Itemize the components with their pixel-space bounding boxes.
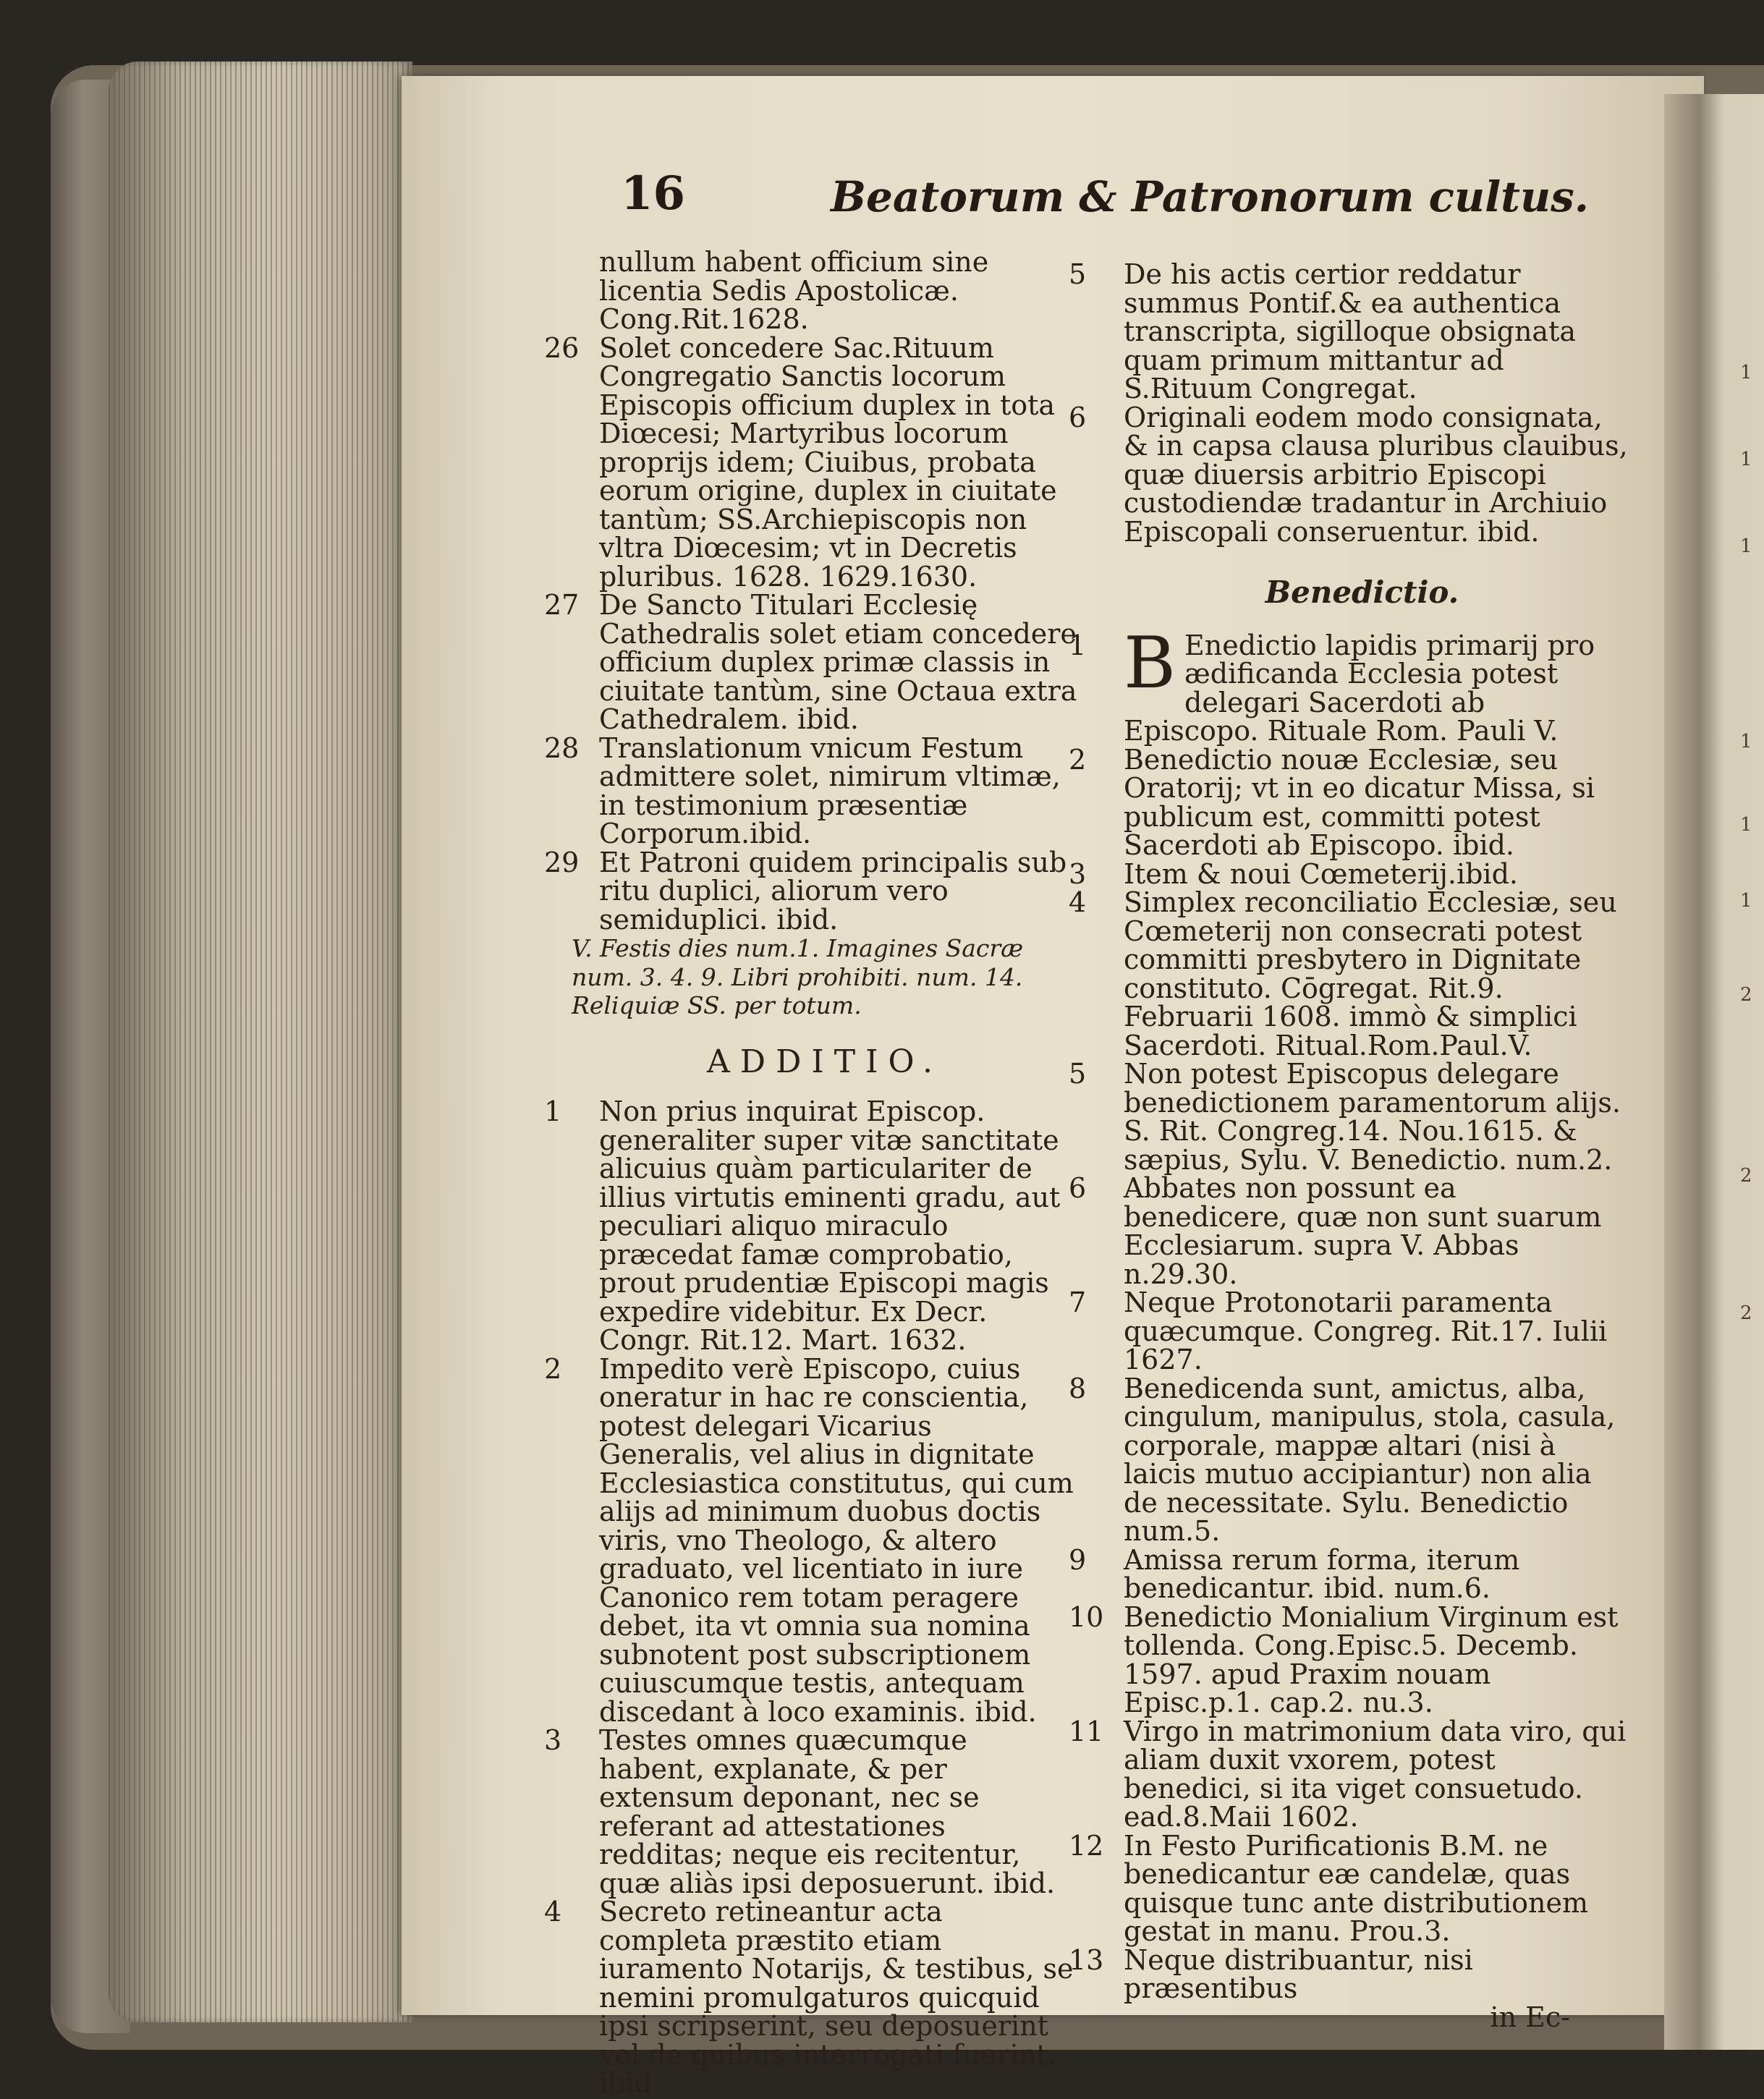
entry-number: 28 bbox=[544, 732, 580, 764]
list-item bbox=[544, 1724, 1078, 1899]
entry-text: De his actis certior reddatur summus Pontif.& ea authentica transcripta, sigilloque obsignata quam primum mittantur ad S.Rituum Congregat. bbox=[1124, 258, 1576, 404]
list-item bbox=[1069, 1172, 1628, 1290]
entry-text: nullum habent officium sine licentia Sedis Apostolicæ. Cong.Rit.1628. bbox=[599, 246, 989, 335]
cross-reference: V. Festis dies num.1. Imagines Sacræ num. 3. 4. 9. Libri prohibiti. num. 14. Reliquiæ SS. per totum. bbox=[572, 934, 1024, 1019]
list-item bbox=[1069, 1286, 1628, 1375]
list-item bbox=[544, 331, 1078, 593]
entry-number: 3 bbox=[1069, 857, 1087, 890]
margin-number: 1 bbox=[1740, 731, 1752, 752]
entry-text: Non potest Episcopus delegare benedictionem paramentorum alijs. S. Rit. Congreg.14. Nou.1615. & sæpius, Sylu. V. Benedictio. num.2. bbox=[1124, 1058, 1621, 1176]
entry-text: Neque distribuantur, nisi præsentibus bbox=[1124, 1943, 1473, 2004]
list-item bbox=[1069, 1943, 1628, 2004]
right-top-entries bbox=[1069, 258, 1628, 548]
entry-text: De Sancto Titulari Ecclesię Cathedralis solet etiam concedere officium duplex primæ classis in ciuitate tantùm, sine Octaua extra Cathedralem. ibid. bbox=[599, 589, 1077, 735]
additio-entries bbox=[544, 1095, 1078, 2099]
entry-text: Simplex reconciliatio Ecclesiæ, seu Cœmeterij non consecrati potest committi presbytero in Dignitate constituto. Cōgregat. Rit.9. Februarii 1608. immò & simplici Sacerdoti. Ritual.Rom.Paul.V. bbox=[1124, 886, 1617, 1061]
list-item bbox=[1069, 1543, 1628, 1604]
list-item bbox=[1069, 1600, 1628, 1718]
list-item bbox=[1069, 1829, 1628, 1947]
margin-number: 1 bbox=[1740, 535, 1752, 557]
page-number: 16 bbox=[621, 166, 686, 221]
list-item bbox=[572, 248, 1078, 334]
margin-number: 2 bbox=[1740, 1302, 1752, 1324]
entry-number: 9 bbox=[1069, 1543, 1087, 1576]
section-title-additio: ADDITIO. bbox=[707, 1043, 943, 1080]
entry-text: Enedictio lapidis primarij pro ædificanda Ecclesia potest delegari Sacerdoti ab Episcopo. Rituale Rom. Pauli V. bbox=[1124, 629, 1595, 747]
drop-cap: B bbox=[1124, 622, 1176, 705]
list-item bbox=[544, 1352, 1078, 1728]
left-column bbox=[544, 246, 1078, 2099]
list-item bbox=[544, 589, 1078, 735]
entry-number: 13 bbox=[1069, 1943, 1104, 1976]
margin-number: 1 bbox=[1740, 449, 1752, 470]
entry-number: 4 bbox=[1069, 886, 1087, 918]
entry-text: Neque Protonotarii paramenta quæcumque. Congreg. Rit.17. Iulii 1627. bbox=[1124, 1286, 1608, 1375]
left-entries bbox=[544, 246, 1078, 936]
list-item bbox=[1069, 258, 1628, 404]
right-column bbox=[1069, 258, 1628, 2033]
entry-text: Originali eodem modo consignata, & in capsa clausa pluribus clauibus, quæ diuersis arbitrio Episcopi custodiendæ tradantur in Archiuio Episcopali conseruentur. ibid. bbox=[1124, 401, 1628, 548]
page-edges bbox=[109, 62, 412, 2022]
entry-text: Benedictio Monialium Virginum est tollenda. Cong.Episc.5. Decemb. 1597. apud Praxim nouam Episc.p.1. cap.2. nu.3. bbox=[1124, 1600, 1619, 1718]
entry-number: 4 bbox=[544, 1896, 562, 1928]
list-item bbox=[1069, 857, 1628, 890]
entry-text: Item & noui Cœmeterij.ibid. bbox=[1124, 857, 1518, 890]
entry-number: 1 bbox=[1069, 629, 1087, 661]
entry-text: Benedictio nouæ Ecclesiæ, seu Oratorij; vt in eo dicatur Missa, si publicum est, committi potest Sacerdoti ab Episcopo. ibid. bbox=[1124, 743, 1595, 861]
list-item bbox=[1069, 886, 1628, 1061]
benedictio-entries bbox=[1069, 743, 1628, 2004]
benedictio-first-entry bbox=[1069, 622, 1628, 747]
entry-text: Solet concedere Sac.Rituum Congregatio Sanctis locorum Episcopis officium duplex in tota Diœcesi; Martyribus locorum proprijs idem; Ciuibus, probata eorum origine, duplex in ciuitate tantùm; SS.Archiepiscopis non vltra Diœcesim; vt in Decretis pluribus. 1628. 1629.1630. bbox=[599, 331, 1057, 593]
list-item bbox=[1069, 1715, 1628, 1833]
entry-number: 29 bbox=[544, 846, 580, 878]
entry-number: 5 bbox=[1069, 1058, 1087, 1090]
entry-text: Virgo in matrimonium data viro, qui aliam duxit vxorem, potest benedici, si ita viget consuetudo. ead.8.Maii 1602. bbox=[1124, 1715, 1627, 1833]
list-item bbox=[1069, 743, 1628, 861]
margin-number: 2 bbox=[1740, 1165, 1752, 1187]
entry-number: 3 bbox=[544, 1724, 562, 1756]
entry-text: Et Patroni quidem principalis sub ritu duplici, aliorum vero semiduplici. ibid. bbox=[599, 846, 1067, 936]
entry-number: 8 bbox=[1069, 1372, 1087, 1404]
entry-number: 6 bbox=[1069, 1172, 1087, 1204]
margin-number: 2 bbox=[1740, 984, 1752, 1006]
entry-number: 11 bbox=[1069, 1715, 1104, 1747]
entry-text: Testes omnes quæcumque habent, explanate, & per extensum deponant, nec se referant ad attestationes redditas; neque eis recitentur, quæ aliàs ipsi deposuerunt. ibid. bbox=[599, 1724, 1056, 1899]
section-title-benedictio: Benedictio. bbox=[1265, 574, 1459, 610]
entry-text: Non prius inquirat Episcop. generaliter super vitæ sanctitate alicuius quàm particulariter de illius virtutis eminenti gradu, aut peculiari aliquo miraculo præcedat famæ comprobatio, prout prudentiæ Episcopi magis expedire videbitur. Ex Decr. Congr. Rit.12. Mart. 1632. bbox=[599, 1095, 1061, 1356]
margin-number: 1 bbox=[1740, 814, 1752, 836]
entry-number: 10 bbox=[1069, 1600, 1104, 1633]
list-item bbox=[1069, 1372, 1628, 1547]
entry-number: 27 bbox=[544, 589, 580, 621]
list-item bbox=[1069, 401, 1628, 548]
entry-text: In Festo Purificationis B.M. ne benedicantur eæ candelæ, quas quisque tunc ante distributionem gestat in manu. Prou.3. bbox=[1124, 1829, 1589, 1947]
entry-number: 7 bbox=[1069, 1286, 1087, 1318]
list-item bbox=[544, 1095, 1078, 1356]
entry-number: 26 bbox=[544, 331, 580, 364]
entry-text: Secreto retineantur acta completa præstito etiam iuramento Notarijs, & testibus, se nemini promulgaturos quicquid ipsi scripserint, seu deposuerint vel de quibus interrogati fuerint. ibid. bbox=[599, 1896, 1074, 2099]
entry-number: 1 bbox=[544, 1095, 562, 1127]
entry-number: 2 bbox=[544, 1352, 562, 1385]
entry-text: Benedicenda sunt, amictus, alba, cingulum, manipulus, stola, casula, corporale, mappæ altari (nisi à laicis mutuo accipiantur) non alia de necessitate. Sylu. Benedictio num.5. bbox=[1124, 1372, 1616, 1547]
entry-text: Translationum vnicum Festum admittere solet, nimirum vltimæ, in testimonium præsentiæ Corporum.ibid. bbox=[599, 732, 1061, 849]
entry-number: 12 bbox=[1069, 1829, 1104, 1862]
running-title: Beatorum & Patronorum cultus. bbox=[831, 172, 1589, 221]
entry-number: 6 bbox=[1069, 401, 1087, 433]
entry-text: Amissa rerum forma, iterum benedicantur. ibid. num.6. bbox=[1124, 1543, 1520, 1604]
entry-text: Impedito verè Episcopo, cuius oneratur in hac re conscientia, potest delegari Vicarius Generalis, vel alius in dignitate Ecclesiastica constitutus, qui cum alijs ad minimum duobus doctis viris, vno Theologo, & altero graduato, vel licentiato in iure Canonico rem totam peragere debet, ita vt omnia sua nomina subnotent post subscriptionem cuiuscumque testis, antequam discedant à loco examinis. ibid. bbox=[599, 1352, 1074, 1728]
entry-number: 5 bbox=[1069, 258, 1087, 290]
list-item bbox=[1069, 1058, 1628, 1176]
margin-number: 1 bbox=[1740, 890, 1752, 912]
list-item bbox=[544, 732, 1078, 849]
list-item bbox=[544, 846, 1078, 936]
list-item bbox=[544, 1896, 1078, 2099]
catchword: in Ec- bbox=[1490, 2001, 1570, 2033]
next-page-gutter bbox=[1664, 94, 1764, 2050]
margin-number: 1 bbox=[1740, 362, 1752, 383]
entry-number: 2 bbox=[1069, 743, 1087, 776]
entry-text: Abbates non possunt ea benedicere, quæ non sunt suarum Ecclesiarum. supra V. Abbas n.29.30. bbox=[1124, 1172, 1602, 1290]
running-head bbox=[0, 166, 1764, 232]
